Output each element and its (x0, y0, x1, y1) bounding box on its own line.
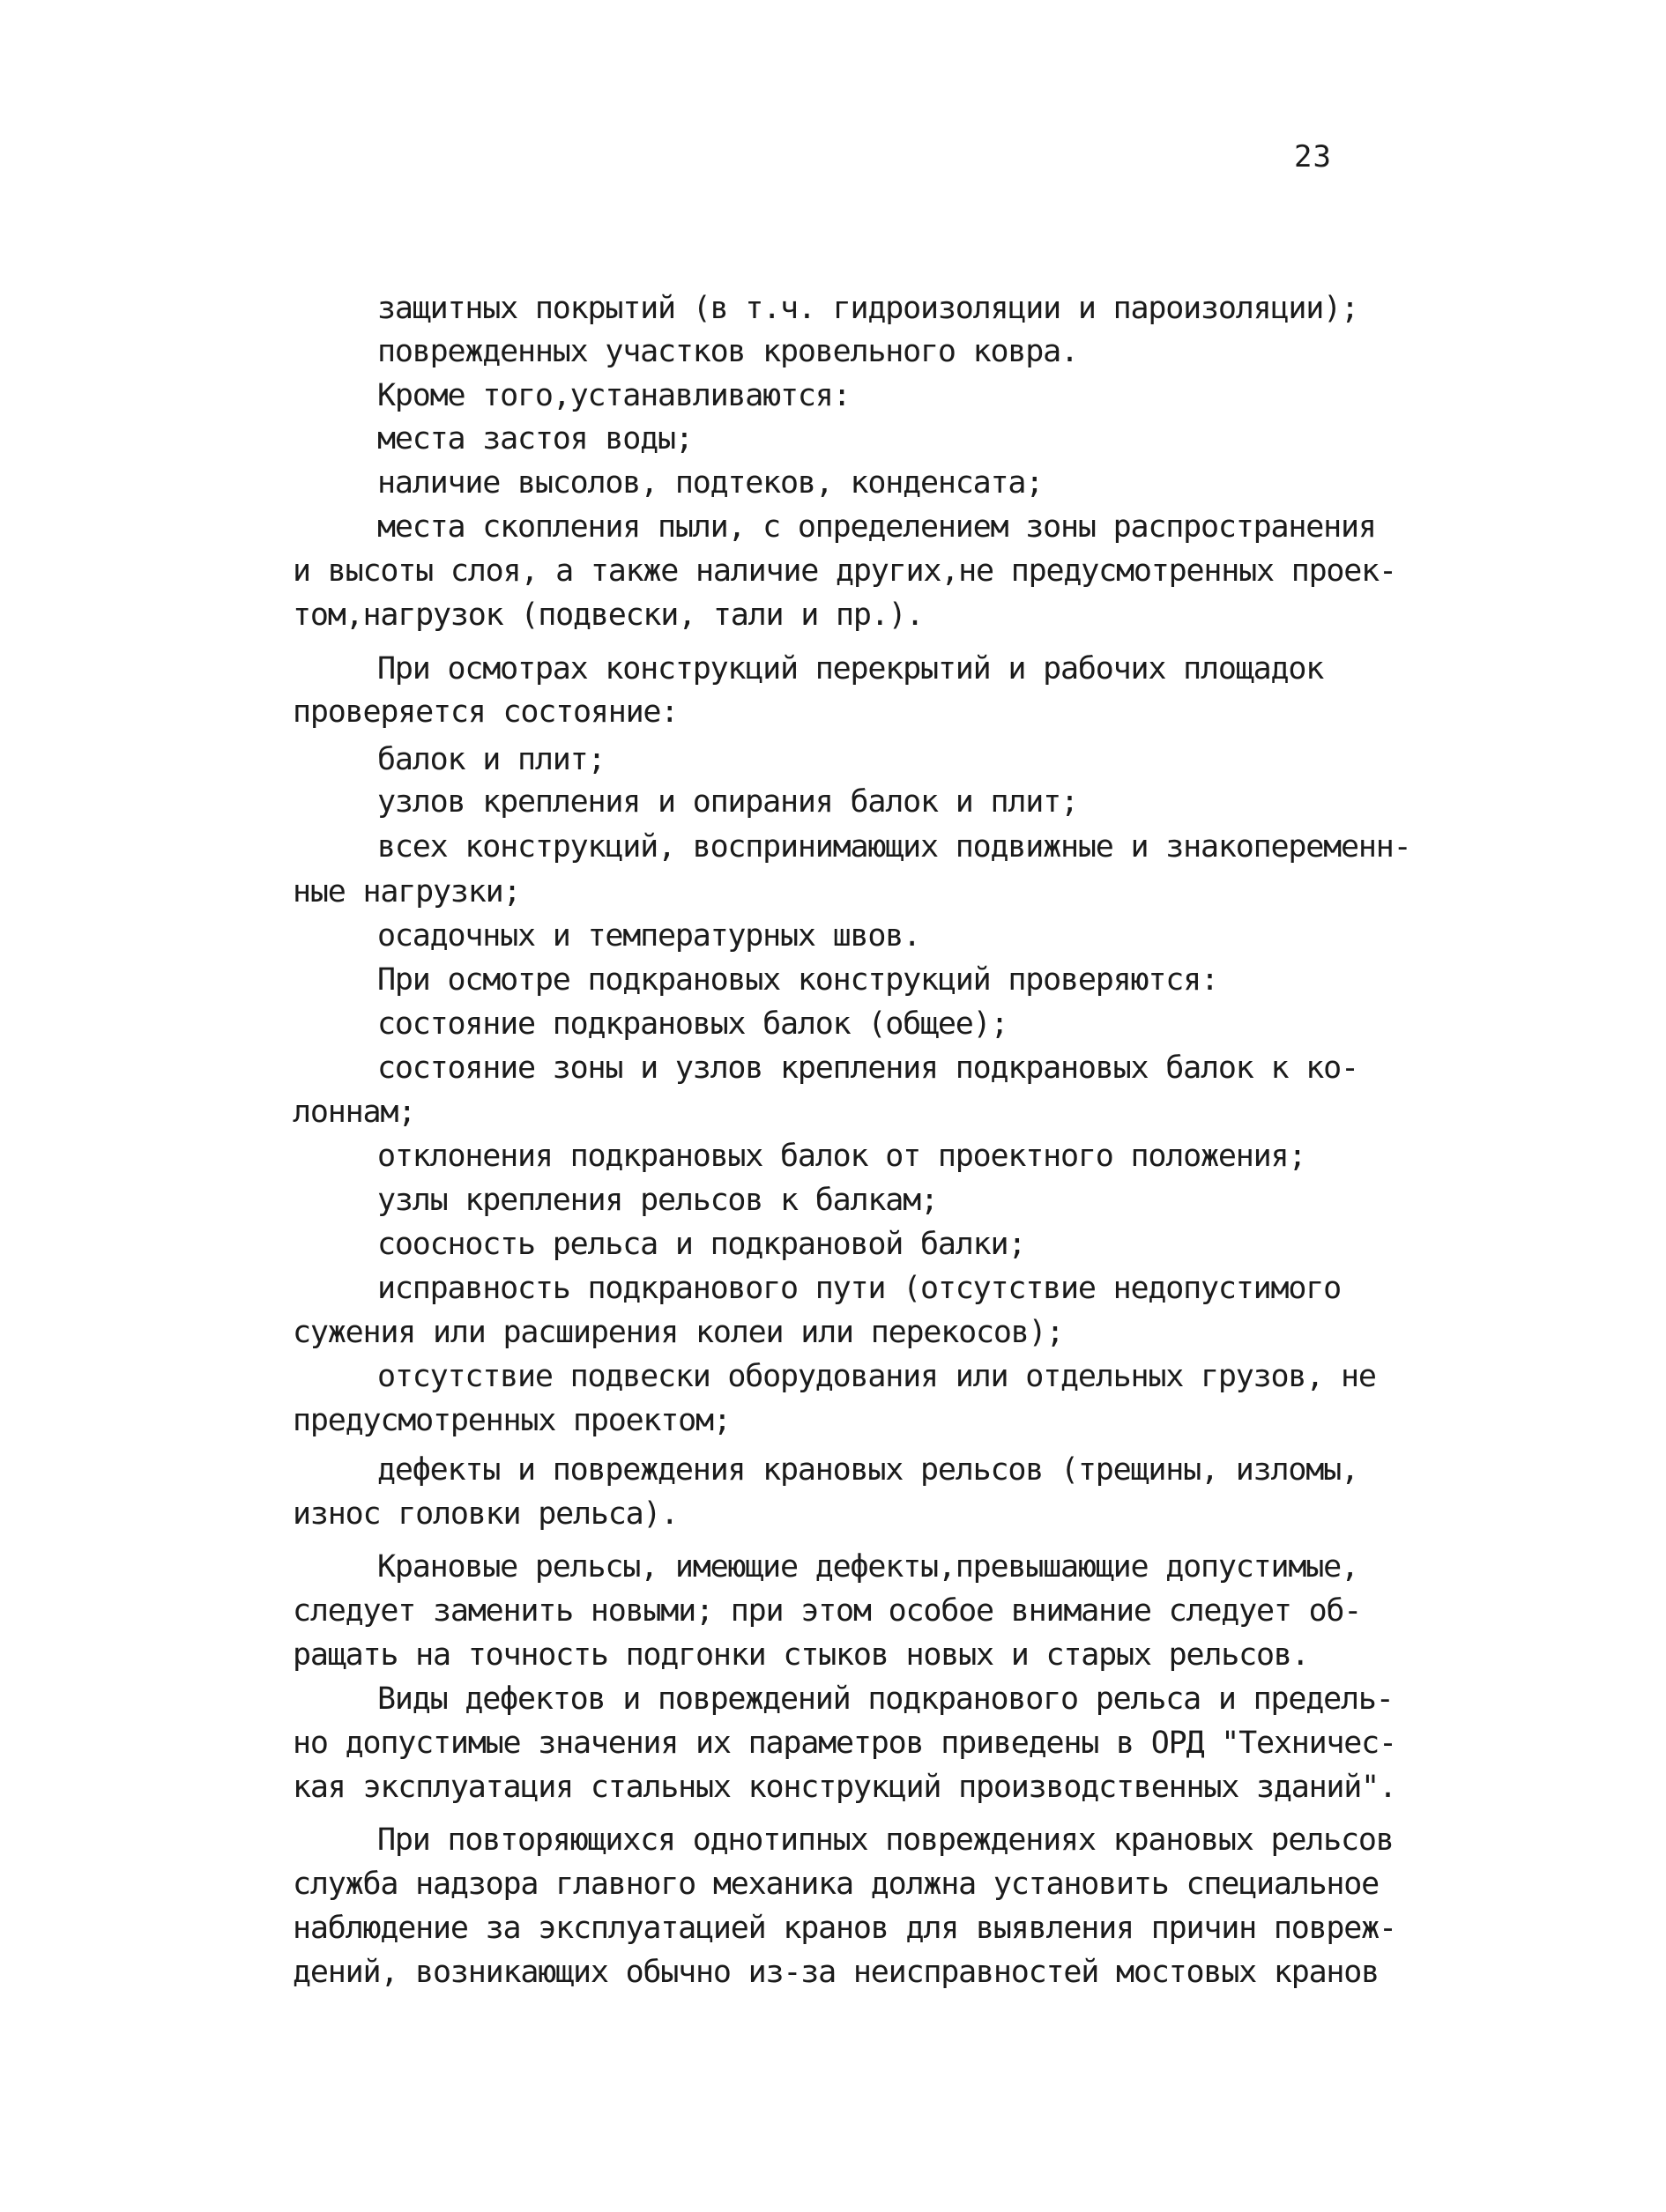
text-line: служба надзора главного механика должна установить специальное (293, 1867, 1380, 1902)
text-line: места застоя воды; (377, 421, 693, 457)
text-line: лоннам; (293, 1095, 416, 1130)
text-line: следует заменить новыми; при этом особое внимание следует об- (293, 1593, 1362, 1629)
text-line: дений, возникающих обычно из-за неисправностей мостовых кранов (293, 1955, 1380, 1990)
text-line: узлы крепления рельсов к балкам; (377, 1183, 938, 1218)
text-line: и высоты слоя, а также наличие других,не предусмотренных проек- (293, 553, 1396, 589)
text-line: ные нагрузки; (293, 874, 521, 909)
page-number: 23 (1294, 139, 1332, 174)
text-line: ращать на точность подгонки стыков новых и старых рельсов. (293, 1637, 1309, 1673)
text-line: места скопления пыли, с определением зоны распространения (377, 509, 1376, 545)
text-line: Виды дефектов и повреждений подкранового рельса и предель- (377, 1681, 1394, 1717)
text-line: предусмотренных проектом; (293, 1403, 731, 1438)
text-line: поврежденных участков кровельного ковра. (377, 334, 1078, 369)
text-line: проверяется состояние: (293, 694, 679, 730)
text-line: исправность подкранового пути (отсутствие недопустимого (377, 1271, 1341, 1306)
text-line: состояние подкрановых балок (общее); (377, 1006, 1008, 1042)
text-line: состояние зоны и узлов крепления подкрановых балок к ко- (377, 1050, 1358, 1086)
text-line: наблюдение за эксплуатацией кранов для выявления причин повреж- (293, 1911, 1396, 1946)
text-line: узлов крепления и опирания балок и плит; (377, 784, 1078, 820)
text-line: соосность рельса и подкрановой балки; (377, 1227, 1026, 1262)
text-line: кая эксплуатация стальных конструкций производственных зданий". (293, 1770, 1396, 1805)
text-line: балок и плит; (377, 742, 606, 777)
text-line: том,нагрузок (подвески, тали и пр.). (293, 598, 924, 633)
text-line: При повторяющихся однотипных повреждениях крановых рельсов (377, 1822, 1394, 1858)
text-line: защитных покрытий (в т.ч. гидроизоляции и пароизоляции); (377, 291, 1358, 326)
text-line: осадочных и температурных швов. (377, 918, 921, 954)
text-line: всех конструкций, воспринимающих подвижные и знакопеременн- (377, 829, 1411, 865)
text-line: При осмотрах конструкций перекрытий и рабочих площадок (377, 651, 1324, 687)
text-line: При осмотре подкрановых конструкций проверяются: (377, 962, 1218, 998)
text-line: отклонения подкрановых балок от проектного положения; (377, 1139, 1306, 1174)
text-line: износ головки рельса). (293, 1496, 679, 1532)
text-line: сужения или расширения колеи или перекосов); (293, 1315, 1064, 1350)
text-line: Крановые рельсы, имеющие дефекты,превышающие допустимые, (377, 1549, 1358, 1585)
text-line: Кроме того,устанавливаются: (377, 378, 851, 413)
text-line: дефекты и повреждения крановых рельсов (трещины, изломы, (377, 1452, 1358, 1488)
text-line: но допустимые значения их параметров приведены в ОРД "Техничес- (293, 1726, 1396, 1761)
text-line: наличие высолов, подтеков, конденсата; (377, 465, 1044, 501)
text-line: отсутствие подвески оборудования или отдельных грузов, не (377, 1359, 1376, 1394)
